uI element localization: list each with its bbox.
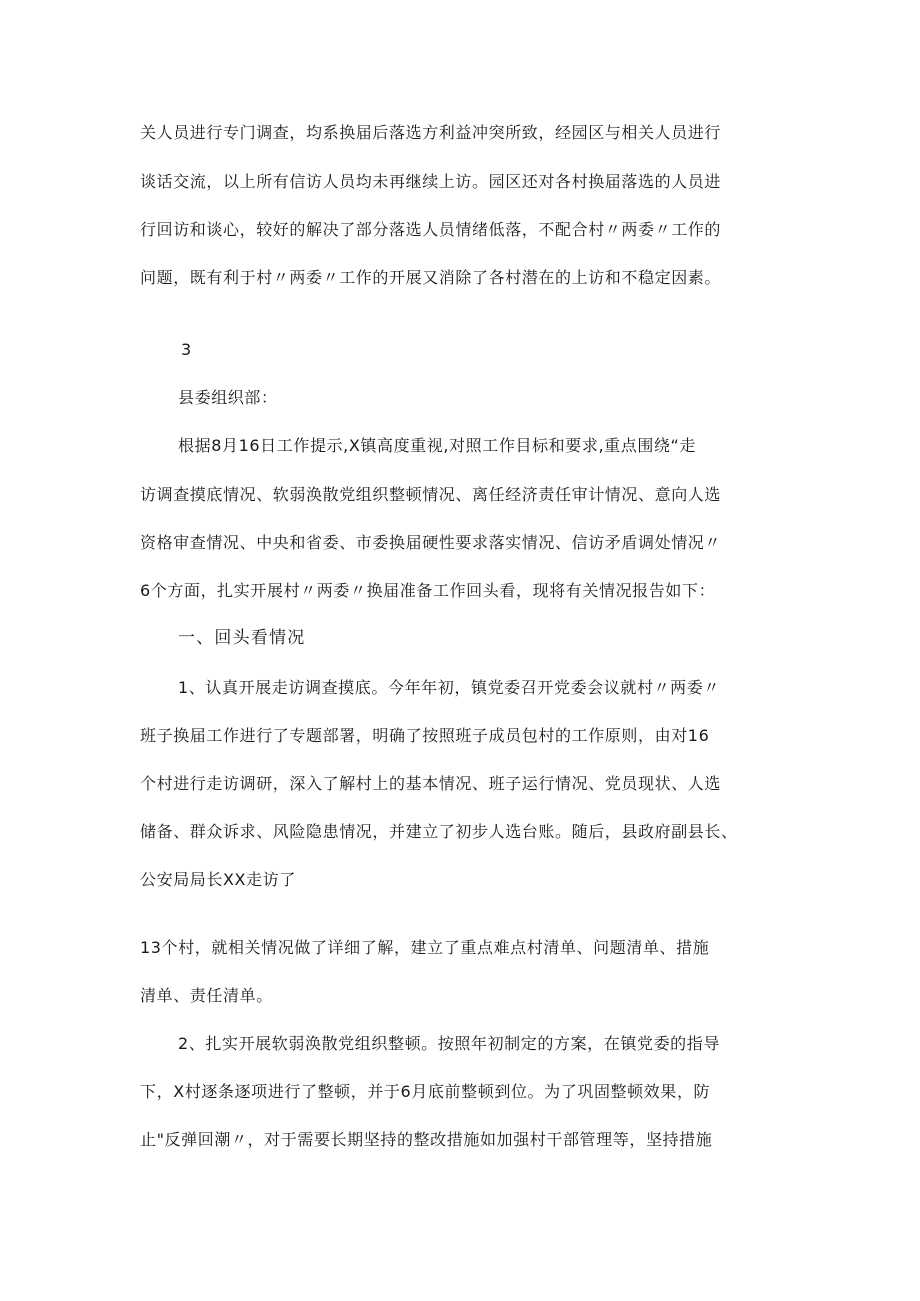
- addressee: 县委组织部：: [178, 388, 278, 407]
- text-line: 关人员进行专门调查，均系换届后落选方利益冲突所致，经园区与相关人员进行: [140, 123, 722, 142]
- text-line: 止"反弹回潮〃，对于需要长期坚持的整改措施如加强村干部管理等，坚持措施: [140, 1130, 713, 1149]
- text-line: 行回访和谈心，较好的解决了部分落选人员情绪低落，不配合村〃两委〃工作的: [140, 220, 722, 239]
- text-line: 2、扎实开展软弱涣散党组织整顿。按照年初制定的方案，在镇党委的指导: [178, 1034, 720, 1053]
- text-line: 1、认真开展走访调查摸底。今年年初，镇党委召开党委会议就村〃两委〃: [178, 678, 720, 697]
- text-line: 根据8月16日工作提示,X镇高度重视,对照工作目标和要求,重点围绕“走: [178, 436, 697, 455]
- text-line: 13个村，就相关情况做了详细了解，建立了重点难点村清单、问题清单、措施: [140, 938, 710, 957]
- text-line: 问题，既有利于村〃两委〃工作的开展又消除了各村潜在的上访和不稳定因素。: [140, 268, 722, 287]
- text-line: 谈话交流，以上所有信访人员均未再继续上访。园区还对各村换届落选的人员进: [140, 172, 722, 191]
- text-line: 下，X村逐条逐项进行了整顿，并于6月底前整顿到位。为了巩固整顿效果，防: [140, 1082, 711, 1101]
- text-line: 资格审查情况、中央和省委、市委换届硬性要求落实情况、信访矛盾调处情况〃: [140, 533, 722, 552]
- text-line: 6个方面，扎实开展村〃两委〃换届准备工作回头看，现将有关情况报告如下：: [140, 581, 716, 600]
- text-line: 储备、群众诉求、风险隐患情况，并建立了初步人选台账。随后，县政府副县长、: [140, 822, 738, 841]
- section-heading: 一、回头看情况: [178, 628, 306, 648]
- text-line: 个村进行走访调研，深入了解村上的基本情况、班子运行情况、党员现状、人选: [140, 774, 722, 793]
- text-line: 清单、责任清单。: [140, 986, 273, 1005]
- text-line: 公安局局长XX走访了: [140, 870, 296, 889]
- section-number: 3: [181, 340, 192, 359]
- text-line: 访调查摸底情况、软弱涣散党组织整顿情况、离任经济责任审计情况、意向人选: [140, 485, 722, 504]
- text-line: 班子换届工作进行了专题部署，明确了按照班子成员包村的工作原则，由对16: [140, 726, 710, 745]
